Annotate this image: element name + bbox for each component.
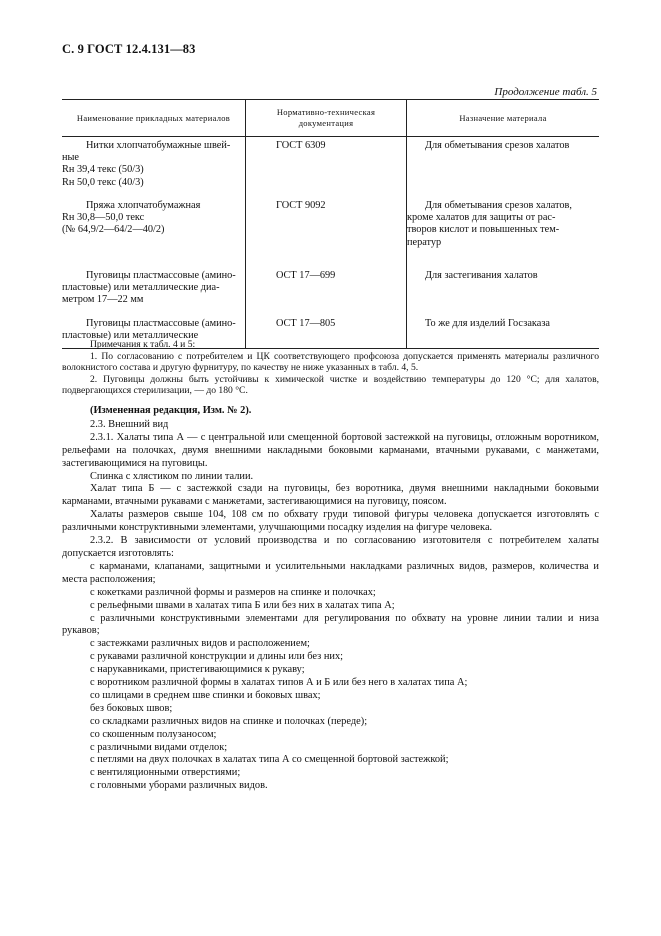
paragraph: Халат типа Б — с застежкой сзади на пуговицы, без воротника, двумя внешними накладными боковыми карманами, втачными рукавами с манжетами, застегивающимися на пуговицу, поясом.	[62, 483, 599, 508]
note-item: 1. По согласованию с потребителем и ЦК соответствующего профсоюза допускается применять материалы различного волокнистого состава и другую фурнитуру, по качеству не ниже указанных в табл. 4, 5.	[62, 350, 599, 374]
column-header-material: Наименование прикладных материалов	[62, 100, 246, 136]
note-item: 2. Пуговицы должны быть устойчивы к химической чистке и воздействию температуры до 120 °С; для халатов, подвергающихся стерилизации, — до 180 °С.	[62, 373, 599, 397]
cell-text: творов кислот и повышенных тем-	[407, 224, 560, 236]
list-item: с различными конструктивными элементами для регулирования по обхвату на уровне линии талии и низа рукавов;	[62, 612, 599, 637]
cell-text: ператур	[407, 236, 442, 248]
cell-text: (№ 64,9/2—64/2—40/2)	[62, 224, 165, 236]
list-item: с петлями на двух полочках в халатах типа А со смещенной бортовой застежкой;	[90, 754, 449, 766]
materials-table	[62, 99, 599, 349]
table-row-2-purpose	[407, 200, 599, 258]
list-item: без боковых швов;	[90, 702, 173, 714]
list-item: с рукавами различной конструкции и длины или без них;	[90, 651, 344, 663]
paragraph: Спинка с хлястиком по линии талии.	[90, 470, 254, 482]
cell-text: Пуговицы пластмассовые (амино-	[86, 270, 236, 281]
cell-text: ные	[62, 152, 79, 164]
cell-text: метром 17—22 мм	[62, 294, 144, 306]
cell-text: Нитки хлопчатобумажные швей-	[86, 140, 231, 151]
main-text	[62, 405, 599, 793]
cell-text: Rн 30,8—50,0 текс	[62, 212, 145, 224]
list-item: с головными уборами различных видов.	[90, 780, 268, 792]
page-header: С. 9 ГОСТ 12.4.131—83	[62, 42, 196, 56]
column-document	[246, 137, 407, 348]
table-row-3-purpose	[407, 270, 599, 306]
table-row-3-document: ОСТ 17—699	[276, 270, 336, 281]
list-item: со складками различных видов на спинке и полочках (переде);	[90, 715, 368, 727]
table-row-1-document: ГОСТ 6309	[276, 140, 326, 151]
revision-note: (Измененная редакция, Изм. № 2).	[90, 405, 252, 416]
list-item: с кокетками различной формы и размеров на спинке и полочках;	[90, 586, 376, 598]
table-row-2-material	[62, 200, 245, 258]
paragraph: 2.3.2. В зависимости от условий производства и по согласованию изготовителя с потребителем халаты допускается изготовлять:	[62, 535, 599, 559]
list-item: со скошенным полузаносом;	[90, 728, 217, 740]
section-heading: 2.3. Внешний вид	[90, 418, 169, 430]
table-notes	[62, 339, 599, 397]
list-item: с воротником различной формы в халатах типов А и Б или без него в халатах типа А;	[90, 677, 468, 689]
cell-text: пластовые) или металлические	[62, 330, 199, 342]
cell-text: Для обметывания срезов халатов	[425, 140, 570, 151]
column-purpose	[407, 137, 599, 348]
list-item: с рельефными швами в халатах типа Б или без них в халатах типа А;	[90, 599, 395, 611]
cell-text: Для обметывания срезов халатов,	[425, 200, 572, 211]
list-item: со шлицами в среднем шве спинки и боковых швах;	[90, 689, 321, 701]
list-item: с вентиляционными отверстиями;	[90, 767, 241, 779]
cell-text: Rн 50,0 текс (40/3)	[62, 176, 144, 188]
table-row-1-material	[62, 140, 245, 188]
table-continuation-label: Продолжение табл. 5	[494, 86, 597, 98]
table-row-1-purpose	[407, 140, 599, 188]
list-item: с карманами, клапанами, защитными и усилительными накладками различных видов, размеров, количества и места расположения;	[62, 560, 599, 585]
table-row-3-material	[62, 270, 245, 306]
column-header-purpose: Назначение материала	[459, 112, 547, 123]
table-body	[62, 137, 599, 348]
column-material	[62, 137, 246, 348]
cell-text: Для застегивания халатов	[425, 270, 538, 281]
table-row-4-document: ОСТ 17—805	[276, 318, 336, 329]
list-item: с нарукавниками, пристегивающимися к рукаву;	[90, 664, 305, 676]
table-row-2-document: ГОСТ 9092	[276, 200, 326, 211]
list-item: с различными видами отделок;	[90, 741, 228, 753]
cell-text: То же для изделий Госзаказа	[425, 318, 550, 329]
cell-text: пластовые) или металлические диа-	[62, 282, 220, 294]
cell-text: Пуговицы пластмассовые (амино-	[86, 318, 236, 329]
cell-text: Rн 39,4 текс (50/3)	[62, 164, 144, 176]
table-header-row	[62, 100, 599, 137]
cell-text: Пряжа хлопчатобумажная	[86, 200, 201, 211]
paragraph: Халаты размеров свыше 104, 108 см по обхвату груди типовой фигуры человека допускается изготовлять с различными конструктивными элементами, улучшающими посадку изделия на фигуре человека.	[62, 509, 599, 534]
list-item: с застежками различных видов и расположением;	[90, 638, 310, 650]
paragraph: 2.3.1. Халаты типа А — с центральной или смещенной бортовой застежкой на пуговицы, отложным воротником, рельефами на полочках, двумя внешними накладными боковыми карманами, втачными рукавами, с манжетами, застегивающимися на пуговицы.	[62, 431, 599, 469]
column-header-document: Нормативно-техническая документация	[246, 100, 407, 136]
cell-text: кроме халатов для защиты от рас-	[407, 212, 556, 224]
notes-title: Примечания к табл. 4 и 5:	[90, 339, 196, 350]
